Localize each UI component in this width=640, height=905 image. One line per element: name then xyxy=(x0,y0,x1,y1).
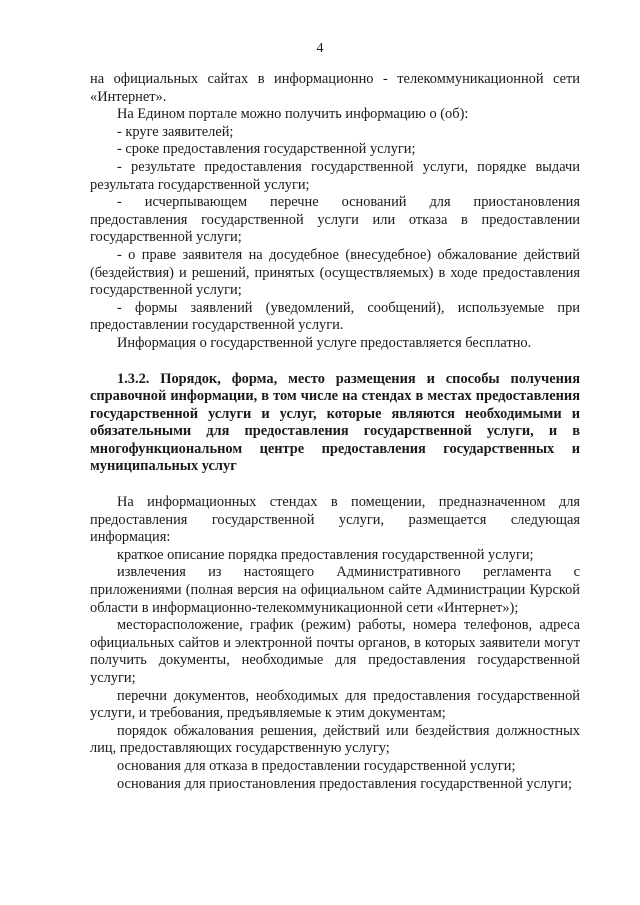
paragraph-6: - исчерпывающем перечне оснований для приостановления предоставления государственной услуги или отказа в предоставлении государственной услуги; xyxy=(90,194,580,246)
paragraph-8: - формы заявлений (уведомлений, сообщений), используемые при предоставлении государственной услуги. xyxy=(90,299,580,334)
paragraph-12: извлечения из настоящего Административного регламента с приложениями (полная версия на официальном сайте Администрации Курской области в информационно-телекоммуникационной сети «Интернет»); xyxy=(90,564,580,616)
document-body xyxy=(90,71,580,793)
page-number: 4 xyxy=(316,41,324,56)
paragraph-11: краткое описание порядка предоставления государственной услуги; xyxy=(117,546,534,563)
stands-section xyxy=(90,494,580,793)
paragraph-7: - о праве заявителя на досудебное (внесудебное) обжалование действий (бездействия) и решений, принятых (осуществляемых) в ходе предоставления государственной услуги; xyxy=(90,246,580,299)
paragraph-13: месторасположение, график (режим) работы, номера телефонов, адреса официальных сайтов и электронной почты органов, в которых заявители могут получить документы, необходимые для предоставления государственной услуги; xyxy=(90,617,580,686)
paragraph-15: порядок обжалования решения, действий или бездействия должностных лиц, предоставляющих государственную услугу; xyxy=(90,722,580,757)
paragraph-2: На Едином портале можно получить информацию о (об): xyxy=(117,106,469,123)
paragraph-10: На информационных стендах в помещении, предназначенном для предоставления государственной услуги, размещается следующая информация: xyxy=(90,494,580,546)
paragraph-5: - результате предоставления государственной услуги, порядке выдачи результата государственной услуги; xyxy=(90,158,580,193)
intro-section xyxy=(90,71,580,353)
paragraph-17: основания для приостановления предоставления государственной услуги; xyxy=(117,775,572,792)
paragraph-3: - круге заявителей; xyxy=(117,123,234,140)
paragraph-14: перечни документов, необходимых для предоставления государственной услуги, и требования, предъявляемые к этим документам; xyxy=(90,687,580,722)
section-heading: 1.3.2. Порядок, форма, место размещения и способы получения справочной информации, в том числе на стендах в местах предоставления государственной услуги и услуг, которые являются необходимыми и обязательными для предоставления государственной услуги, и в многофункциональном центре предоставления государственных и муниципальных услуг xyxy=(90,370,580,475)
paragraph-1: на официальных сайтах в информационно - телекоммуникационной сети «Интернет». xyxy=(90,71,580,105)
paragraph-4: - сроке предоставления государственной услуги; xyxy=(117,141,416,158)
paragraph-16: основания для отказа в предоставлении государственной услуги; xyxy=(117,757,516,774)
paragraph-9: Информация о государственной услуге предоставляется бесплатно. xyxy=(117,334,532,351)
